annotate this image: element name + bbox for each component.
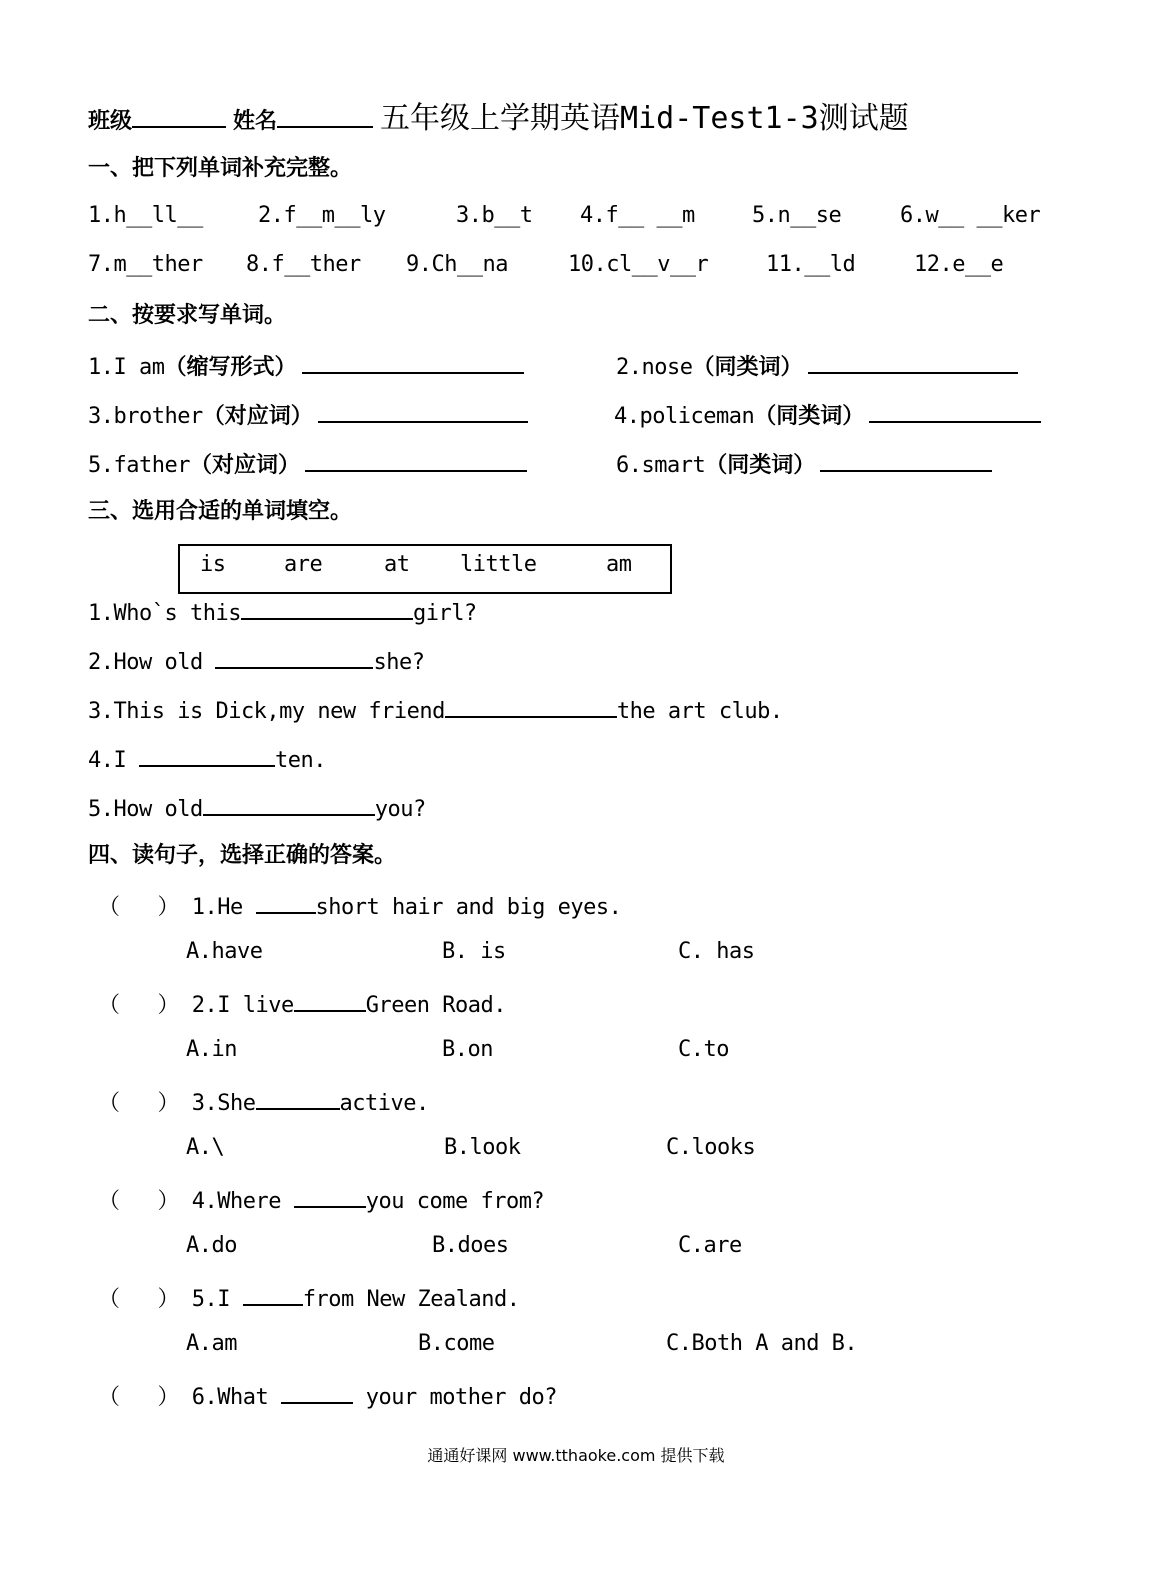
name-label: 姓名 [233,109,278,134]
s2-item-2: 2.nose（同类词） [616,350,1018,381]
s3-question-5: 5.How old you? [88,792,426,822]
s4-question-3: （ ） 3.She active. [98,1086,429,1117]
word-little: little [460,552,537,577]
s1-item-3: 3.b__t [456,203,533,228]
s4-q5-option-c: C.Both A and B. [666,1331,858,1356]
s4-q4-option-b: B.does [432,1233,509,1258]
header-line [88,101,909,137]
s4-q2-option-c: C.to [678,1037,729,1062]
footer-text: 通通好课网 www.tthaoke.com 提供下载 [427,1446,725,1465]
s4-q2-option-a: A.in [186,1037,237,1062]
s4-question-5: （ ） 5.I from New Zealand. [98,1282,519,1313]
s2-item-1: 1.I am（缩写形式） [88,350,524,381]
word-bank-box [178,544,672,594]
s4-q1-option-c: C. has [678,939,755,964]
s3-question-3: 3.This is Dick,my new friend the art club. [88,694,783,724]
s3-question-1: 1.Who`s this girl? [88,596,477,626]
s1-item-5: 5.n__se [752,203,842,228]
s4-q1-option-b: B. is [442,939,506,964]
s1-item-7: 7.m__ther [88,252,203,277]
s2-item-4: 4.policeman（同类词） [614,399,1041,430]
s4-q2-option-b: B.on [442,1037,493,1062]
s4-q1-option-a: A.have [186,939,263,964]
section2-heading: 二、按要求写单词。 [88,303,287,328]
word-are: are [284,552,323,577]
title-en: Mid-Test1-3 [620,101,819,136]
s1-item-1: 1.h__ll__ [88,203,203,228]
word-at: at [384,552,410,577]
s1-item-2: 2.f__m__ly [258,203,386,228]
s4-q5-option-b: B.come [418,1331,495,1356]
s4-question-6: （ ） 6.What your mother do? [98,1380,557,1411]
s4-q3-option-c: C.looks [666,1135,756,1160]
s1-item-4: 4.f__ __m [580,203,695,228]
title-cn: 五年级上学期英语 [380,101,621,136]
word-is: is [200,552,226,577]
s4-question-2: （ ） 2.I live Green Road. [98,988,506,1019]
s1-item-9: 9.Ch__na [406,252,508,277]
s1-item-6: 6.w__ __ker [900,203,1041,228]
class-label: 班级 [88,109,133,134]
s1-item-8: 8.f__ther [246,252,361,277]
s4-q3-option-b: B.look [444,1135,521,1160]
section3-heading: 三、选用合适的单词填空。 [88,499,353,524]
s1-item-10: 10.cl__v__r [568,252,709,277]
s3-question-2: 2.How old she? [88,645,424,675]
s4-question-4: （ ） 4.Where you come from? [98,1184,544,1215]
title-suffix: 测试题 [818,101,909,136]
section4-heading: 四、读句子，选择正确的答案。 [88,843,397,868]
s2-item-3: 3.brother（对应词） [88,399,528,430]
s2-item-5: 5.father（对应词） [88,448,527,479]
s4-q4-option-c: C.are [678,1233,742,1258]
word-am: am [606,552,632,577]
s1-item-11: 11.__ld [766,252,856,277]
s4-question-1: （ ） 1.He short hair and big eyes. [98,890,621,921]
s4-q5-option-a: A.am [186,1331,237,1356]
s3-question-4: 4.I ten. [88,743,326,773]
s2-item-6: 6.smart（同类词） [616,448,992,479]
class-blank [132,104,226,128]
section1-heading: 一、把下列单词补充完整。 [88,156,353,181]
name-blank [277,104,373,128]
s4-q3-option-a: A.\ [186,1135,225,1160]
s1-item-12: 12.e__e [914,252,1004,277]
s4-q4-option-a: A.do [186,1233,237,1258]
